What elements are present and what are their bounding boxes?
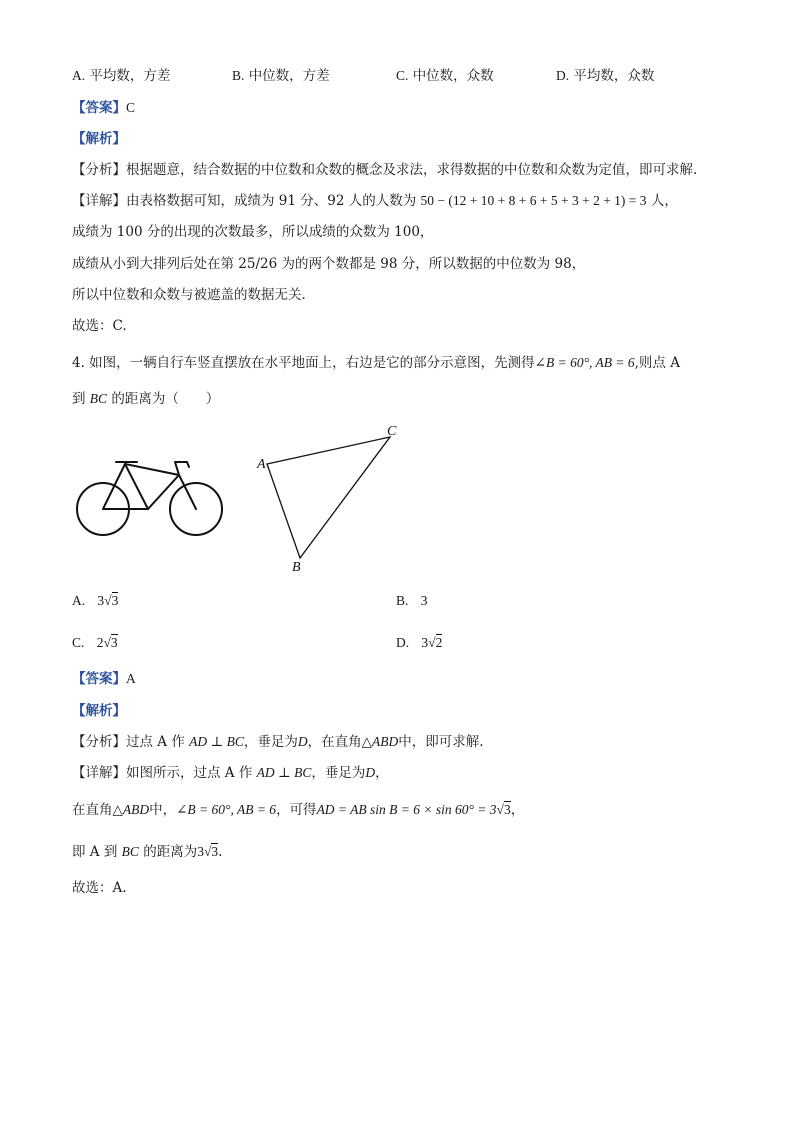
- option-key: A.: [72, 593, 86, 608]
- q4-option-b: [396, 591, 427, 611]
- option-key: A.: [72, 68, 86, 83]
- detail-text: ，: [510, 802, 525, 818]
- option-radicand: 2: [435, 635, 443, 650]
- option-key: C.: [396, 68, 409, 83]
- q3-option-d: [556, 66, 654, 86]
- sqrt-icon: √: [103, 635, 111, 650]
- fenxi-text: ，在直角: [307, 734, 362, 750]
- q4-stem-line-1: [72, 353, 680, 373]
- detail-formula: AD = AB sin B = 6 × sin 60° = 3: [316, 802, 497, 817]
- analysis-tag: 【解析】: [72, 131, 126, 147]
- triangle-figure: [250, 420, 410, 580]
- detail-text: 的距离为: [143, 844, 198, 860]
- detail-radicand: 3: [211, 844, 219, 859]
- detail-text: 中，: [149, 802, 177, 818]
- fenxi-formula: △ABD: [361, 734, 399, 749]
- option-key: B.: [396, 593, 409, 608]
- vertex-label-c: C: [387, 424, 397, 439]
- detail-coef: 3: [197, 844, 204, 859]
- option-key: C.: [72, 635, 85, 650]
- option-radicand: 3: [111, 593, 119, 608]
- q3-fenxi: [72, 160, 697, 180]
- fenxi-text: 根据题意，结合数据的中位数和众数的概念及求法，求得数据的中位数和众数为定值，即可求解.: [126, 162, 698, 178]
- option-coef: 2: [96, 635, 104, 650]
- handlebar: [175, 462, 189, 475]
- q4-detail-line-2: [72, 800, 524, 820]
- option-key: D.: [396, 635, 410, 650]
- q3-conclusion: 故选：C.: [72, 318, 127, 334]
- stem-text: 的距离为（ ）: [111, 391, 220, 407]
- fenxi-formula: AD ⊥ BC: [189, 734, 244, 749]
- q4-detail-line-3: [72, 842, 222, 862]
- answer-value: C: [126, 100, 136, 115]
- detail-text: ，垂足为: [311, 765, 366, 781]
- detail-text: ，可得: [276, 802, 317, 818]
- triangle-abc: [267, 437, 390, 558]
- q3-option-a: [72, 66, 170, 86]
- q4-option-c: [72, 633, 118, 653]
- vertex-label-a: A: [257, 457, 266, 472]
- detail-text: 人，: [650, 193, 678, 209]
- bicycle-figure: [70, 455, 230, 540]
- fenxi-text: ，垂足为: [243, 734, 298, 750]
- detail-formula: D: [365, 765, 376, 780]
- q3-answer: [72, 98, 135, 118]
- q4-detail-line-1: [72, 763, 389, 783]
- fenxi-formula: D: [297, 734, 308, 749]
- detail-radicand: 3: [503, 802, 511, 817]
- detail-formula: ∠B = 60°, AB = 6: [176, 802, 277, 817]
- detail-tag: 【详解】: [72, 765, 126, 781]
- option-coef: 3: [97, 593, 105, 608]
- q4-stem-line-2: [72, 389, 219, 409]
- answer-tag: 【答案】: [72, 671, 126, 687]
- q4-conclusion: 故选：A.: [72, 880, 127, 896]
- q3-option-b: [232, 66, 330, 86]
- option-text: 中位数，众数: [412, 68, 494, 84]
- option-text: 平均数，众数: [573, 68, 655, 84]
- option-radicand: 3: [110, 635, 118, 650]
- option-coef: 3: [420, 593, 428, 608]
- stem-text: ,则点 A: [634, 355, 680, 371]
- detail-formula: BC: [121, 844, 139, 859]
- sqrt-icon: √: [428, 635, 436, 650]
- fenxi-tag: 【分析】: [72, 162, 126, 178]
- analysis-tag: 【解析】: [72, 703, 126, 719]
- detail-text: 如图所示，过点 A 作: [126, 765, 253, 781]
- option-coef: 3: [421, 635, 429, 650]
- bicycle-frame: [103, 464, 179, 509]
- detail-text: 即 A 到: [72, 844, 118, 860]
- answer-value: A: [126, 671, 136, 686]
- sqrt-icon: √: [203, 844, 212, 859]
- detail-text: 由表格数据可知，成绩为 91 分、92 人的人数为: [126, 193, 417, 209]
- fenxi-text: 中，即可求解.: [398, 734, 484, 750]
- sqrt-icon: √: [104, 593, 112, 608]
- option-text: 中位数，方差: [248, 68, 330, 84]
- stem-formula: ∠B = 60°, AB = 6: [534, 355, 635, 370]
- answer-tag: 【答案】: [72, 100, 126, 116]
- q3-detail-line-4: 所以中位数和众数与被遮盖的数据无关.: [72, 287, 306, 303]
- detail-formula: △ABD: [112, 802, 150, 817]
- q4-option-a: [72, 591, 118, 611]
- q3-option-c: [396, 66, 494, 86]
- stem-text: 到: [72, 391, 86, 407]
- q3-analysis-heading: [72, 129, 126, 149]
- q4-option-d: [396, 633, 442, 653]
- stem-formula: BC: [89, 391, 108, 406]
- option-text: 平均数，方差: [89, 68, 171, 84]
- detail-text: ，: [375, 765, 389, 781]
- fenxi-tag: 【分析】: [72, 734, 126, 750]
- detail-text: 在直角: [72, 802, 113, 818]
- q3-detail-line-1: [72, 191, 678, 211]
- q3-detail-line-2: 成绩为 100 分的出现的次数最多，所以成绩的众数为 100，: [72, 224, 434, 240]
- sqrt-icon: √: [496, 802, 504, 817]
- vertex-label-b: B: [292, 560, 301, 575]
- detail-tag: 【详解】: [72, 193, 126, 209]
- fork: [179, 475, 196, 509]
- q4-answer: [72, 669, 136, 689]
- option-key: B.: [232, 68, 245, 83]
- stem-text: 4. 如图，一辆自行车竖直摆放在水平地面上，右边是它的部分示意图，先测得: [72, 355, 535, 371]
- detail-formula: AD ⊥ BC: [256, 765, 312, 780]
- detail-formula: 50 − (12 + 10 + 8 + 6 + 5 + 3 + 2 + 1) = 3: [420, 193, 647, 208]
- detail-text: .: [218, 844, 223, 860]
- q4-fenxi: [72, 732, 484, 752]
- fenxi-text: 过点 A 作: [126, 734, 185, 750]
- option-key: D.: [556, 68, 570, 83]
- q4-analysis-heading: [72, 701, 126, 721]
- q3-detail-line-3: 成绩从小到大排列后处在第 25/26 为的两个数都是 98 分，所以数据的中位数为 98，: [72, 256, 586, 272]
